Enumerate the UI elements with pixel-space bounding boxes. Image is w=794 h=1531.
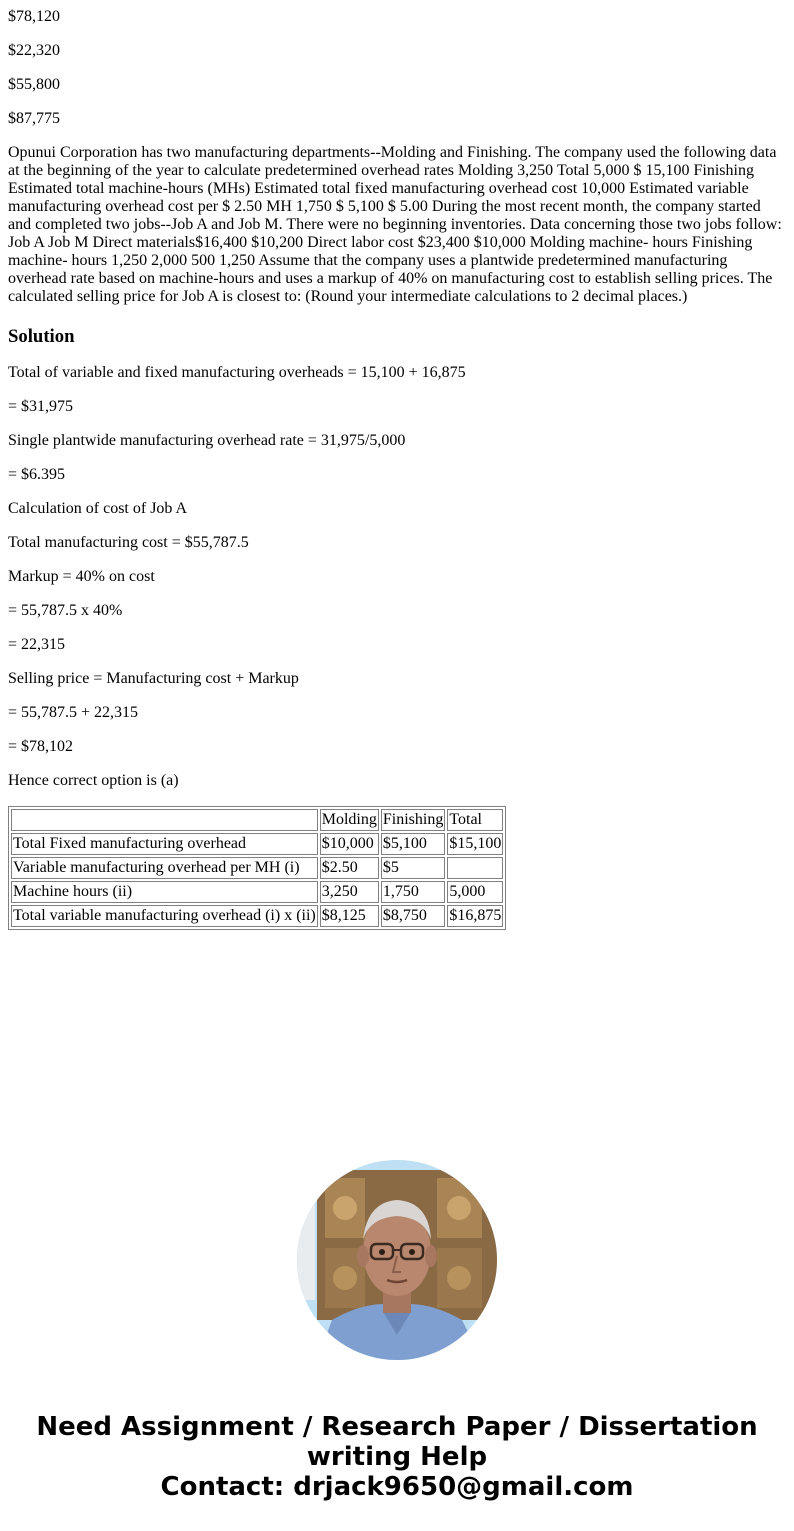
option-a: $78,120 <box>8 8 60 25</box>
cta-line-2: writing Help <box>306 1442 488 1472</box>
solution-line: Calculation of cost of Job A <box>8 500 188 517</box>
table-cell: $8,125 <box>320 905 379 927</box>
solution-line: Total manufacturing cost = $55,787.5 <box>8 534 249 551</box>
option-d: $87,775 <box>8 110 60 127</box>
option-b: $22,320 <box>8 42 60 59</box>
tutor-avatar <box>297 1160 497 1360</box>
solution-line: Selling price = Manufacturing cost + Markup <box>8 670 299 687</box>
answer-options <box>8 8 786 128</box>
table-cell: $8,750 <box>381 905 445 927</box>
document-body <box>0 8 794 930</box>
solution-line: Single plantwide manufacturing overhead rate = 31,975/5,000 <box>8 432 406 449</box>
table-row <box>11 833 503 855</box>
table-header-cell: Finishing <box>381 809 445 831</box>
option-c: $55,800 <box>8 76 60 93</box>
cta-contact-line: Contact: drjack9650@gmail.com <box>160 1472 634 1502</box>
solution-line: = $31,975 <box>8 398 74 415</box>
solution-heading: Solution <box>8 326 75 347</box>
table-row <box>11 857 503 879</box>
tutor-promo <box>0 1160 794 1360</box>
table-cell: $2.50 <box>320 857 379 879</box>
table-header-row <box>11 809 503 831</box>
table-cell: Total Fixed manufacturing overhead <box>11 833 318 855</box>
solution-line: = 55,787.5 + 22,315 <box>8 704 139 721</box>
table-header-cell <box>11 809 318 831</box>
table-cell: 1,750 <box>381 881 445 903</box>
tutor-portrait-icon <box>297 1160 497 1360</box>
table-cell <box>447 857 503 879</box>
table-cell: 3,250 <box>320 881 379 903</box>
solution-line: = $6.395 <box>8 466 66 483</box>
table-cell: $16,875 <box>447 905 503 927</box>
solution-line: = $78,102 <box>8 738 74 755</box>
table-cell: $5,100 <box>381 833 445 855</box>
overhead-table <box>8 806 506 930</box>
table-header-cell: Total <box>447 809 503 831</box>
table-cell: $10,000 <box>320 833 379 855</box>
solution-line: Total of variable and fixed manufacturing overheads = 15,100 + 16,875 <box>8 364 466 381</box>
table-cell: Machine hours (ii) <box>11 881 318 903</box>
table-row <box>11 905 503 927</box>
contact-banner <box>0 1412 794 1502</box>
solution-line: Markup = 40% on cost <box>8 568 155 585</box>
table-cell: $5 <box>381 857 445 879</box>
table-cell: Total variable manufacturing overhead (i) x (ii) <box>11 905 318 927</box>
solution-line: = 55,787.5 x 40% <box>8 602 123 619</box>
conclusion-line: Hence correct option is (a) <box>8 772 179 789</box>
table-row <box>11 881 503 903</box>
table-cell: 5,000 <box>447 881 503 903</box>
solution-line: = 22,315 <box>8 636 66 653</box>
cta-line-1: Need Assignment / Research Paper / Dissertation <box>36 1412 758 1442</box>
question-text: Opunui Corporation has two manufacturing departments--Molding and Finishing. The company used the following data at the beginning of the year to calculate predetermined overhead rates Molding 3,250 Total 5,000 $ 15,100 Finishing Estimated total machine-hours (MHs) Estimated total fixed manufacturing overhead cost 10,000 Estimated variable manufacturing overhead cost per $ 2.50 MH 1,750 $ 5,100 $ 5.00 During the most recent month, the company started and completed two jobs--Job A and Job M. There were no beginning inventories. Data concerning those two jobs follow: Job A Job M Direct materials$16,400 $10,200 Direct labor cost $23,400 $10,000 Molding machine- hours Finishing machine- hours 1,250 2,000 500 1,250 Assume that the company uses a plantwide predetermined manufacturing overhead rate based on machine-hours and uses a markup of 40% on manufacturing cost to establish selling prices. The calculated selling price for Job A is closest to: (Round your intermediate calculations to 2 decimal places.) <box>8 144 782 305</box>
table-cell: Variable manufacturing overhead per MH (i) <box>11 857 318 879</box>
solution-steps <box>8 364 786 790</box>
table-header-cell: Molding <box>320 809 379 831</box>
table-cell: $15,100 <box>447 833 503 855</box>
